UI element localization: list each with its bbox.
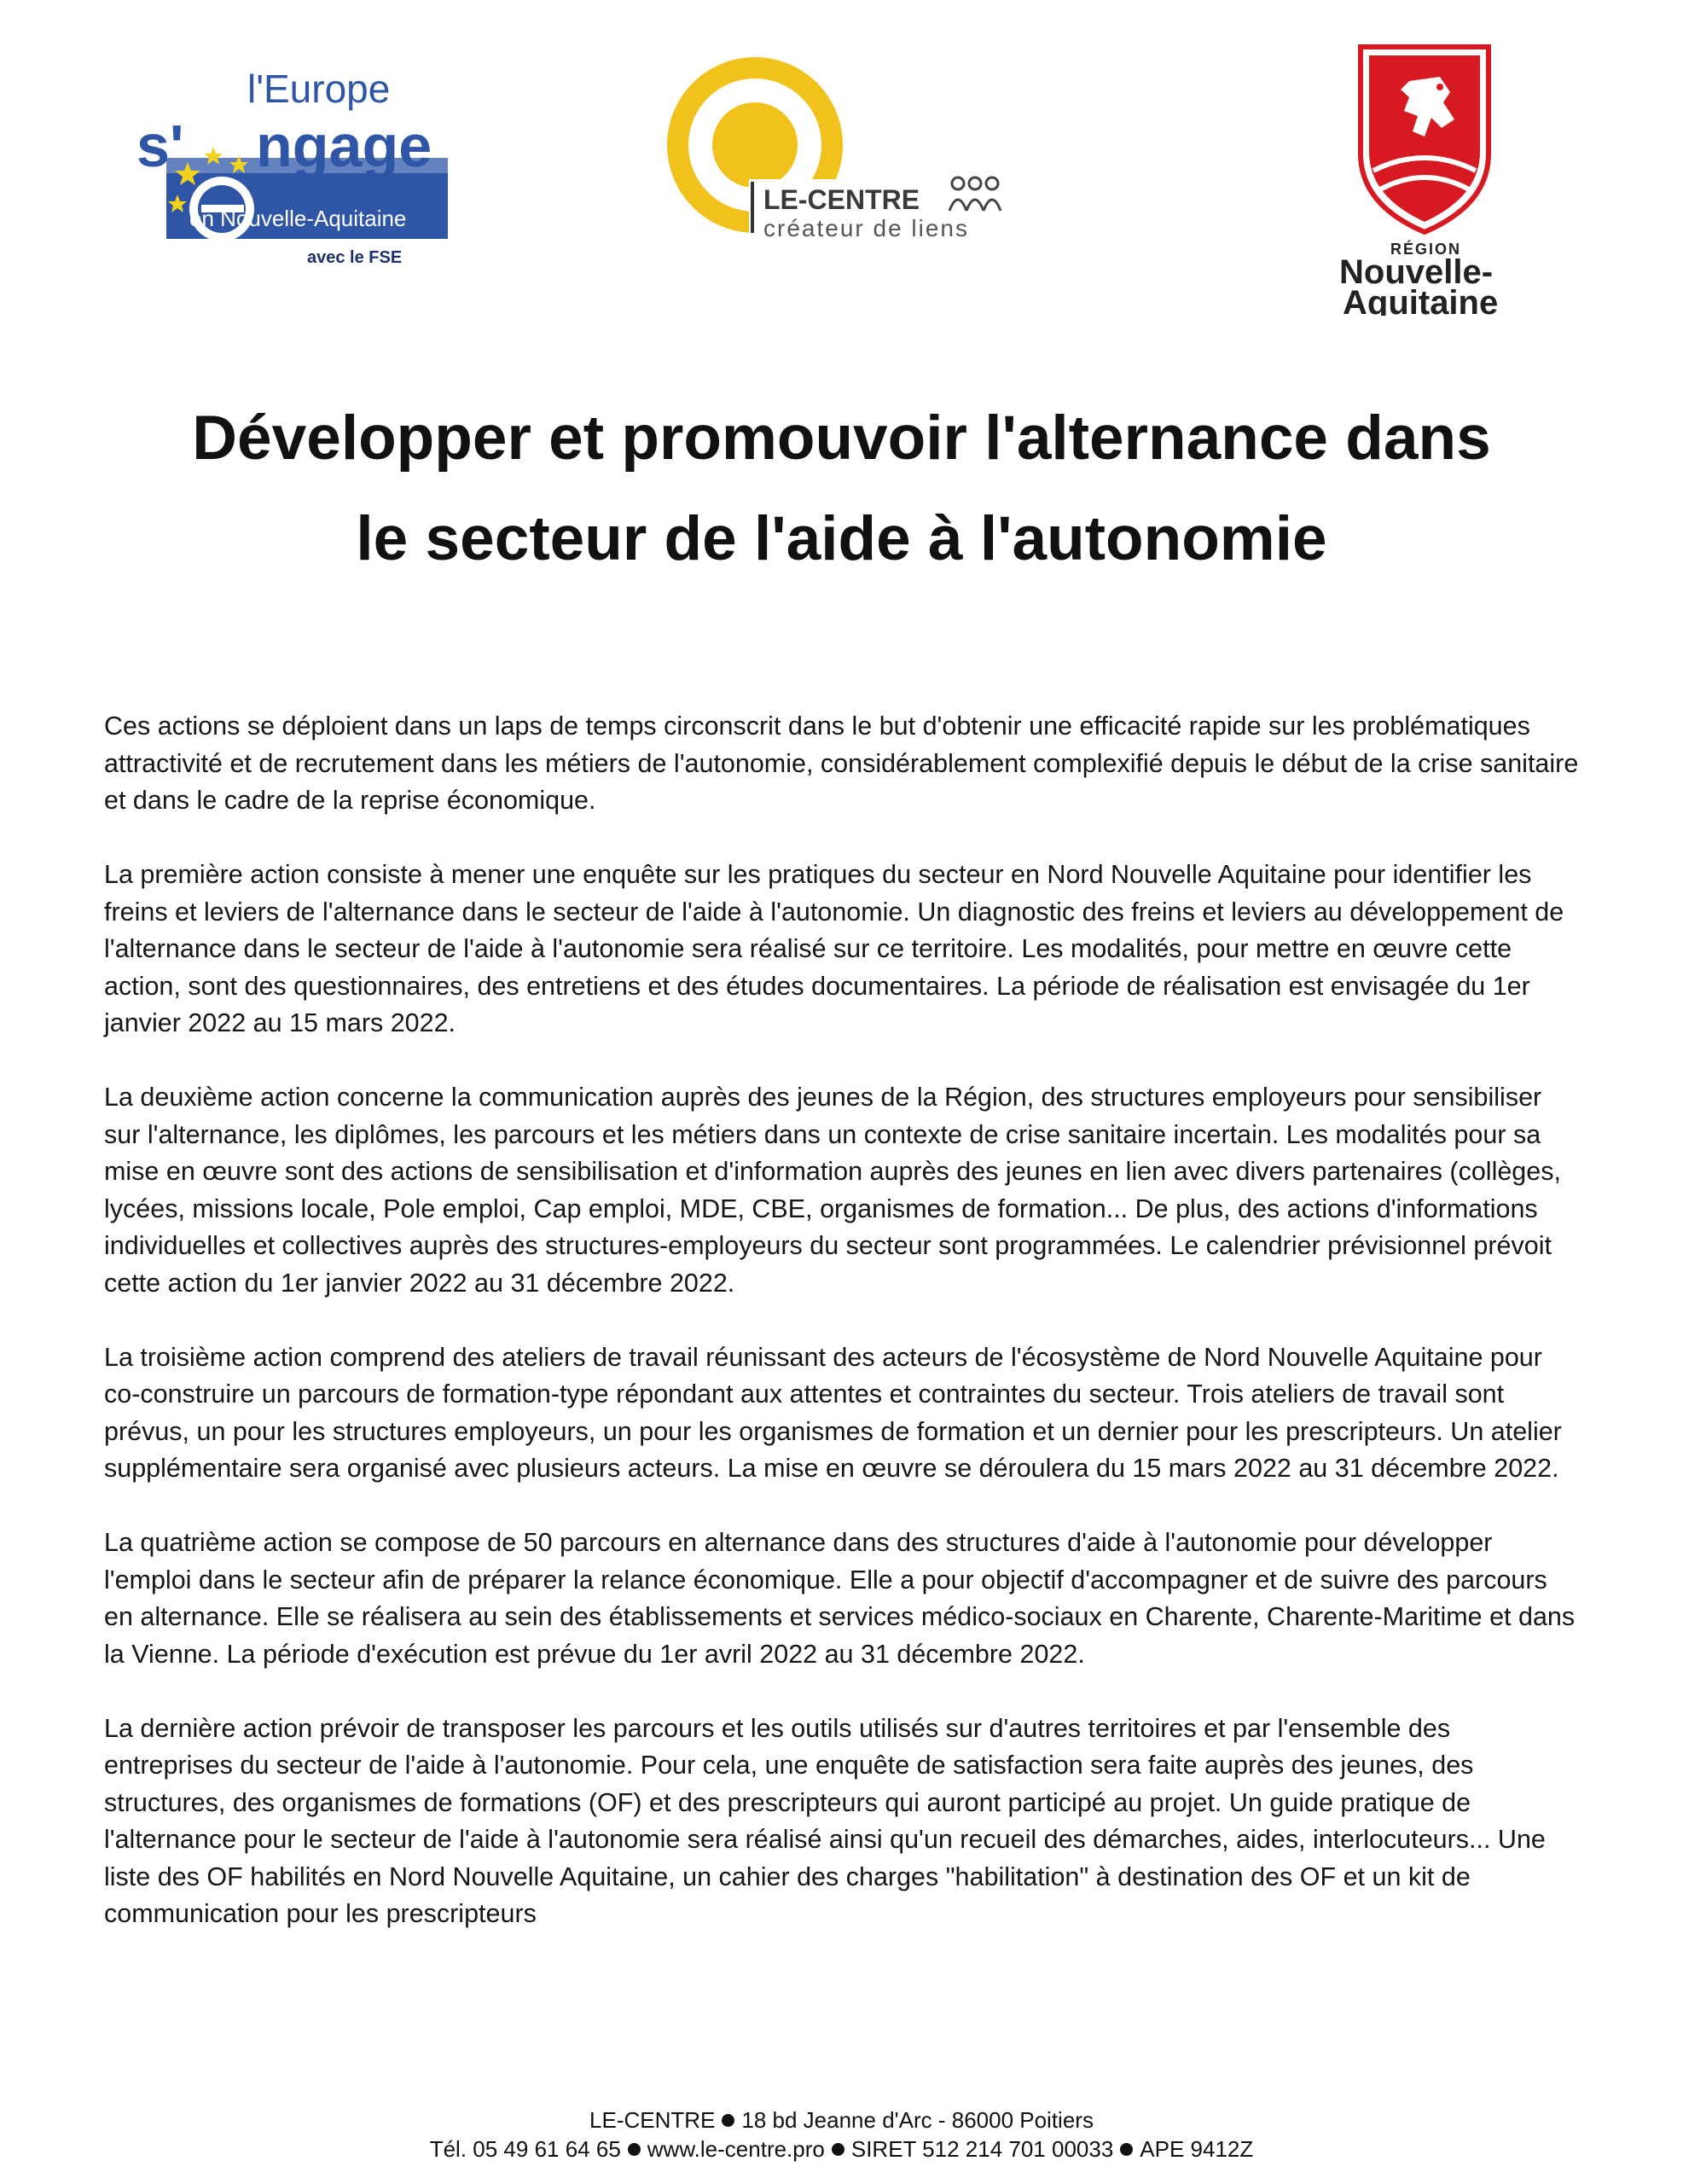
document-title-line2: le secteur de l'aide à l'autonomie — [356, 504, 1327, 573]
footer-website: www.le-centre.pro — [647, 2136, 825, 2162]
europe-logo-ngage: ngage — [256, 113, 432, 179]
document-title — [68, 388, 1615, 590]
bullet-icon — [628, 2143, 641, 2156]
europe-logo-line1: l'Europe — [247, 68, 391, 111]
le-centre-logo-graphic — [665, 47, 1032, 243]
europe-logo-s-apostrophe: s' — [136, 113, 184, 179]
bullet-icon — [832, 2143, 844, 2156]
footer-address: 18 bd Jeanne d'Arc - 86000 Poitiers — [741, 2107, 1094, 2133]
paragraph-action-3: La troisième action comprend des ateliers de travail réunissant des acteurs de l'écosystème de Nord Nouvelle Aquitaine pour co-construire un parcours de formation-type répondant aux attentes et contraintes du secteur. Trois ateliers de travail sont prévus, un pour les structures employeurs, un pour les organismes de formation et un dernier pour les prescripteurs. Un atelier supplémentaire sera organisé avec plusieurs acteurs. La mise en œuvre se déroulera du 15 mars 2022 au 31 décembre 2022. — [104, 1342, 1562, 1483]
region-nouvelle-aquitaine-logo — [1331, 43, 1544, 316]
le-centre-inner-circle — [712, 102, 798, 188]
region-label: RÉGION — [1390, 241, 1462, 258]
paragraph-action-1: La première action consiste à mener une enquête sur les pratiques du secteur en Nord Nouvelle Aquitaine pour identifier les freins et leviers de l'alternance dans le secteur de l'aide à l'autonomie. Un diagnostic des freins et leviers au développement de l'alternance dans le secteur de l'aide à l'autonomie sera réalisé sur ce territoire. Les modalités, pour mettre en œuvre cette action, sont des questionnaires, des entretiens et des études documentaires. La période de réalisation est envisagée du 1er janvier 2022 au 15 mars 2022. — [104, 860, 1564, 1037]
paragraph-action-2: La deuxième action concerne la communication auprès des jeunes de la Région, des structures employeurs pour sensibiliser sur l'alternance, les diplômes, les parcours et les métiers dans un contexte de crise sanitaire incertain. Les modalités pour sa mise en œuvre sont des actions de sensibilisation et d'information auprès des jeunes en lien avec divers partenaires (collèges, lycées, missions locale, Pole emploi, Cap emploi, MDE, CBE, organismes de formation... De plus, des actions d'informations individuelles et collectives auprès des structures-employeurs du secteur sont programmées. Le calendrier prévisionnel prévoit cette action du 1er janvier 2022 au 31 décembre 2022. — [104, 1083, 1561, 1298]
footer-line1 — [0, 2106, 1683, 2135]
bullet-icon — [722, 2114, 734, 2127]
europe-sengage-logo — [128, 68, 452, 273]
le-centre-name: LE-CENTRE — [763, 184, 920, 215]
document-body — [104, 708, 1580, 1970]
footer-siret: SIRET 512 214 701 00033 — [850, 2136, 1114, 2162]
le-centre-tagline: créateur de liens — [763, 215, 970, 241]
region-name-line2: Aquitaine — [1343, 284, 1499, 316]
page-footer — [0, 2106, 1683, 2164]
paragraph-action-4: La quatrième action se compose de 50 parcours en alternance dans des structures d'aide à l'autonomie pour développer l'emploi dans le secteur afin de préparer la relance économique. Elle a pour objectif d'accompagner et de suivre des parcours en alternance. Elle se réalisera au sein des établissements et services médico-sociaux en Charente, Charente-Maritime et dans la Vienne. La période d'exécution est prévue du 1er avril 2022 au 31 décembre 2022. — [104, 1528, 1576, 1669]
paragraph-intro: Ces actions se déploient dans un laps de temps circonscrit dans le but d'obtenir une efficacité rapide sur les problématiques attractivité et de recrutement dans les métiers de l'autonomie, considérablement complexifié depuis le début de la crise sanitaire et dans le cadre de la reprise économique. — [104, 712, 1579, 815]
europe-logo-graphic — [128, 68, 452, 273]
document-title-line1: Développer et promouvoir l'alternance dans — [192, 404, 1491, 473]
europe-logo-line3: en Nouvelle-Aquitaine — [189, 206, 407, 231]
europe-logo-line4: avec le FSE — [307, 248, 403, 267]
bullet-icon — [1120, 2143, 1133, 2156]
footer-phone: Tél. 05 49 61 64 65 — [429, 2136, 621, 2162]
le-centre-divider — [751, 182, 754, 233]
le-centre-logo — [665, 47, 1032, 243]
region-logo-graphic — [1331, 43, 1544, 316]
region-name-line1: Nouvelle- — [1339, 253, 1494, 291]
paragraph-action-5: La dernière action prévoir de transposer les parcours et les outils utilisés sur d'autres territoires et par l'ensemble des entreprises du secteur de l'aide à l'autonomie. Pour cela, une enquête de satisfaction sera faite auprès des jeunes, des structures, des organismes de formations (OF) et des prescripteurs qui auront participé au projet. Un guide pratique de l'alternance pour le secteur de l'aide à l'autonomie sera réalisé ainsi qu'un recueil des démarches, aides, interlocuteurs... Une liste des OF habilités en Nord Nouvelle Aquitaine, un cahier des charges "habilitation" à destination des OF et un kit de communication pour les prescripteurs — [104, 1713, 1546, 1928]
footer-ape: APE 9412Z — [1140, 2136, 1254, 2162]
footer-line2 — [0, 2135, 1683, 2164]
footer-org: LE-CENTRE — [589, 2107, 716, 2133]
